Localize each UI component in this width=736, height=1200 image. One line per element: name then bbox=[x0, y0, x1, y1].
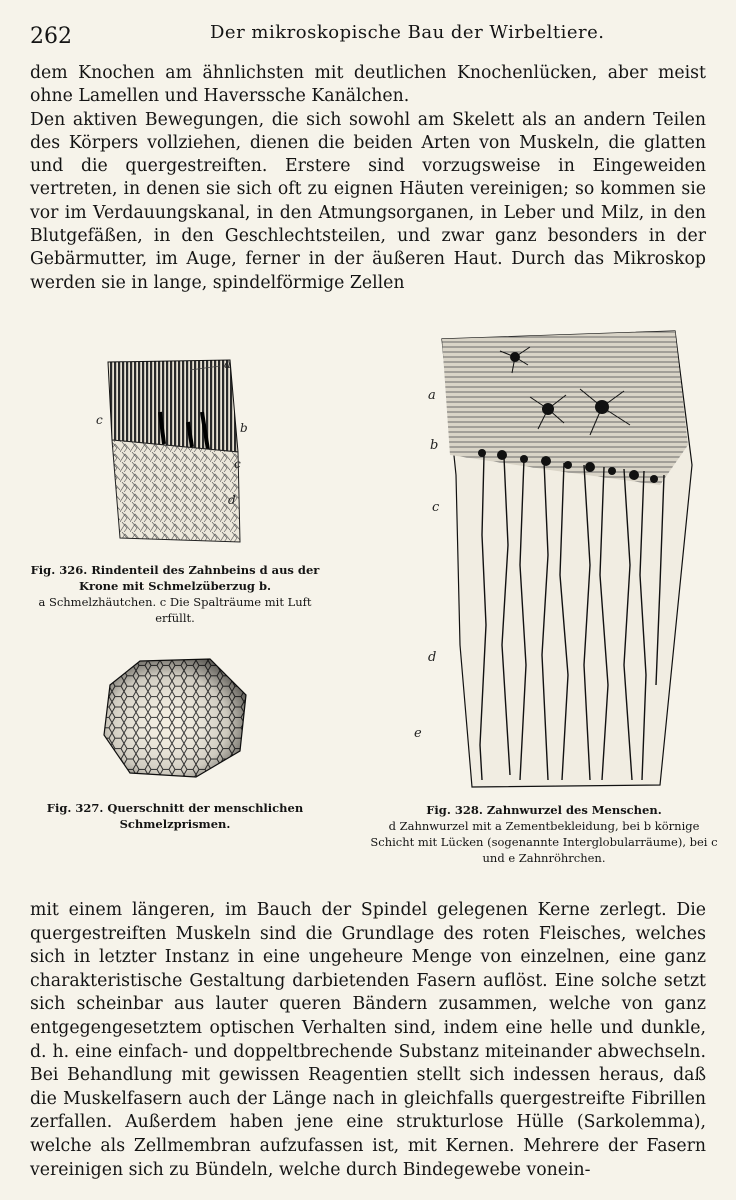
fig328-label-a: a bbox=[428, 388, 436, 403]
figure-328-caption bbox=[368, 802, 720, 866]
page-header bbox=[30, 20, 706, 50]
fig326-label-a: a bbox=[224, 357, 232, 371]
fig328-label-c: c bbox=[432, 500, 440, 515]
figure-327-caption bbox=[40, 800, 310, 832]
page-number: 262 bbox=[30, 24, 72, 49]
running-title: Der mikroskopische Bau der Wirbeltiere. bbox=[210, 22, 605, 43]
body-paragraph-2: mit einem längeren, im Bauch der Spindel gelegenen Kerne zerlegt. Die quergestreiften Muskeln sind die Grundlage des roten Fleisches, welches sich in letzter Instanz in eine ungeheure Menge von einzelnen, eine ganz charakteristische Gestaltung darbietenden Fasern auflöst. Eine solche setzt sich scheinbar aus lauter queren Bändern zusammen, welche von ganz entgegengesetztem optischen Verhalten sind, indem eine helle und dunkle, d. h. eine einfach- und doppeltbrechende Substanz miteinander abwechseln. Bei Behandlung mit gewissen Reagentien stellt sich indessen heraus, daß die Muskelfasern auch der Länge nach in gleichfalls quergestreifte Fibrillen zerfallen. Außerdem haben jene eine strukturlose Hülle (Sarkolemma), welche als Zellmembran aufzufassen ist, mit Kernen. Mehrere der Fasern vereinigen sich zu Bündeln, welche durch Bindegewebe vonein- bbox=[30, 900, 706, 1180]
fig326-label-d: d bbox=[228, 493, 236, 507]
figure-326-illustration bbox=[90, 352, 280, 552]
figure-326-caption-legend: a Schmelzhäutchen. c Die Spalträume mit Luft erfüllt. bbox=[38, 595, 312, 625]
fig326-label-c-right: c bbox=[234, 457, 241, 471]
figure-326-caption-title: Fig. 326. Rindenteil des Zahnbeins d aus der Krone mit Schmelzüberzug b. bbox=[30, 563, 320, 593]
figure-328-illustration bbox=[414, 325, 720, 795]
fig328-label-d: d bbox=[428, 650, 437, 665]
fig328-label-b: b bbox=[430, 438, 439, 453]
figure-328-caption-legend: d Zahnwurzel mit a Zementbekleidung, bei b körnige Schicht mit Lücken (sogenannte Interglobularräume), bei c und e Zahnröhrchen. bbox=[370, 819, 718, 865]
fig326-label-c-left: c bbox=[96, 413, 103, 427]
figure-328-caption-title: Fig. 328. Zahnwurzel des Menschen. bbox=[426, 803, 662, 817]
figure-326-caption bbox=[30, 562, 320, 626]
body-paragraph-1: dem Knochen am ähnlichsten mit deutlichen Knochenlücken, aber meist ohne Lamellen und Haverssche Kanälchen. Den aktiven Bewegungen, die sich sowohl am Skelett als an andern Teilen des Körpers vollziehen, dienen die beiden Arten von Muskeln, die glatten und die quergestreiften. Erstere sind vorzugsweise in Eingeweiden vertreten, in denen sie sich oft zu eignen Häuten vereinigen; so kommen sie vor im Verdauungskanal, in den Atmungsorganen, in Leber und Milz, in den Blutgefäßen, in den Geschlechtsteilen, und zwar ganz besonders in der Gebärmutter, im Auge, ferner in der äußeren Haut. Durch das Mikroskop werden sie in lange, spindelförmige Zellen bbox=[30, 63, 706, 293]
figure-327-illustration bbox=[100, 655, 250, 780]
fig328-label-e: e bbox=[414, 726, 422, 741]
fig326-label-b: b bbox=[240, 421, 248, 435]
figure-327-caption-title: Fig. 327. Querschnitt der menschlichen Schmelzprismen. bbox=[46, 801, 304, 831]
